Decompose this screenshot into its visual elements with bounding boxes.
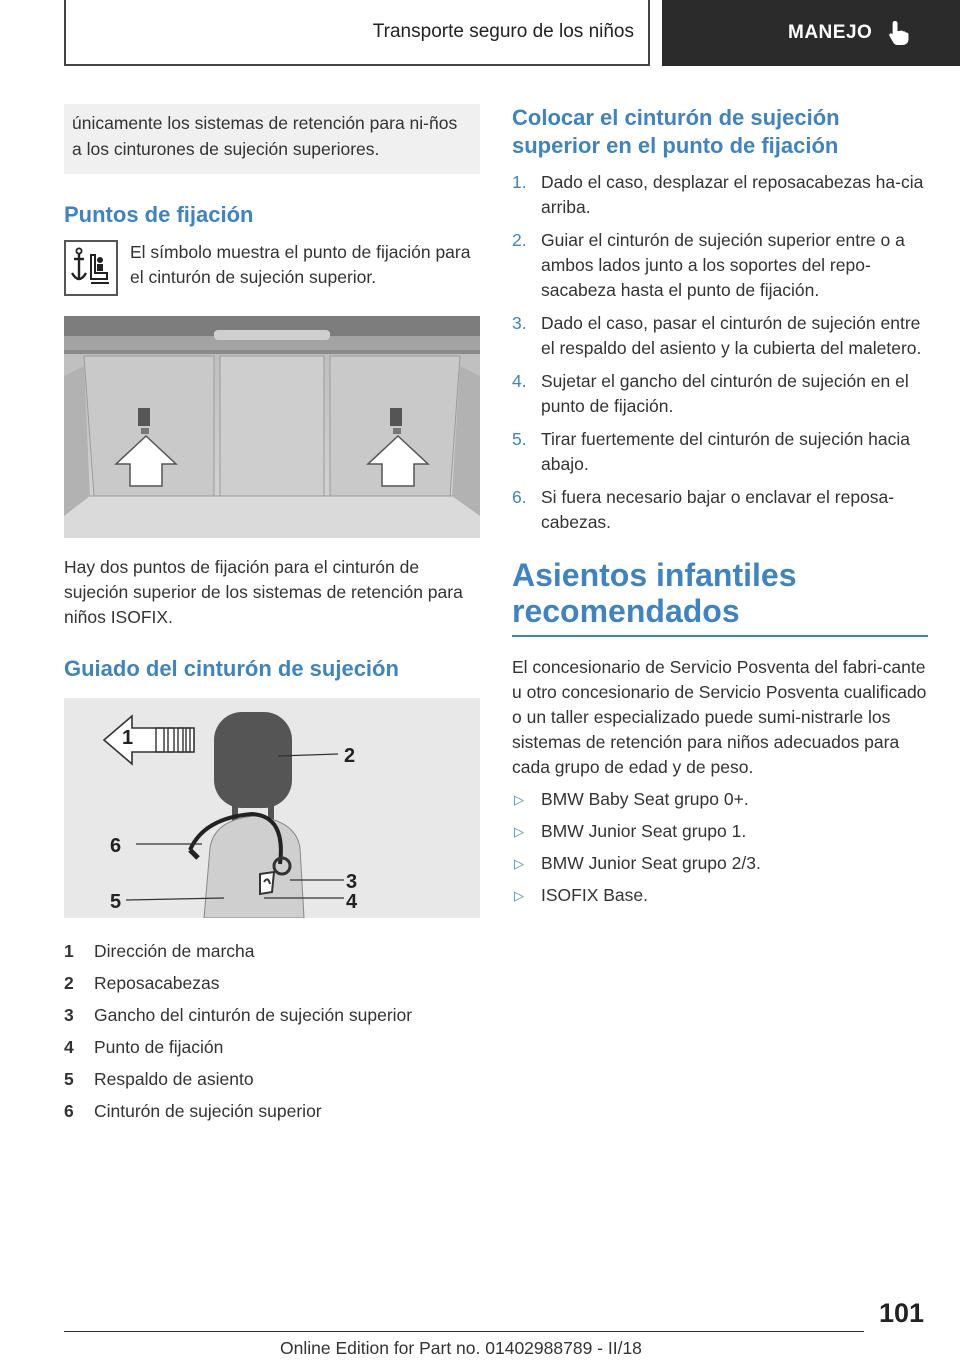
triangle-bullet-icon: ▷ <box>514 824 524 839</box>
legend-text: Respaldo de asiento <box>94 1069 254 1089</box>
symbol-row <box>64 240 480 296</box>
step-item <box>512 228 928 303</box>
step-item <box>512 311 928 361</box>
triangle-bullet-icon: ▷ <box>514 792 524 807</box>
right-column <box>512 104 928 908</box>
step-item <box>512 427 928 477</box>
list-item-text: ISOFIX Base. <box>541 885 648 905</box>
seats-intro: El concesionario de Servicio Posventa del fabri‐cante u otro concesionario de Servicio Posventa cualificado o un taller especializado puede sumi‐nistrarle los sistemas de retención para niños adecuados para cada grupo de edad y de peso. <box>512 657 927 777</box>
list-item <box>512 787 928 812</box>
left-column <box>64 104 480 1127</box>
legend-item <box>64 1063 480 1095</box>
hand-pointer-icon <box>886 20 910 46</box>
legend-item <box>64 935 480 967</box>
steps-list <box>512 170 928 535</box>
step-number: 2. <box>512 230 527 250</box>
legend-text: Gancho del cinturón de sujeción superior <box>94 1005 413 1025</box>
step-number: 5. <box>512 429 527 449</box>
list-item <box>512 883 928 908</box>
step-number: 3. <box>512 313 527 333</box>
diagram-legend <box>64 935 480 1127</box>
step-number: 4. <box>512 371 527 391</box>
continued-text-box <box>64 104 480 174</box>
legend-text: Cinturón de sujeción superior <box>94 1101 322 1121</box>
diagram-label-6: 6 <box>110 835 122 857</box>
legend-text: Dirección de marcha <box>94 941 255 961</box>
legend-item <box>64 999 480 1031</box>
legend-number: 1 <box>64 941 74 961</box>
diagram-label-1: 1 <box>122 727 134 749</box>
list-item <box>512 819 928 844</box>
step-number: 1. <box>512 172 527 192</box>
diagram-label-5: 5 <box>110 891 122 913</box>
legend-number: 3 <box>64 1005 74 1025</box>
diagram-label-3: 3 <box>346 871 358 893</box>
step-item <box>512 170 928 220</box>
chapter-label: MANEJO <box>788 22 873 43</box>
list-item-text: BMW Baby Seat grupo 0+. <box>541 789 749 809</box>
place-tether-heading: Colocar el cinturón de sujeción superior en el punto de fijación <box>512 105 840 158</box>
seats-list <box>512 787 928 908</box>
diagram-label-4: 4 <box>346 891 358 913</box>
photo-caption: Hay dos puntos de fijación para el cinturón de sujeción superior de los sistemas de retención para niños ISOFIX. <box>64 557 463 627</box>
section-title: Transporte seguro de los niños <box>372 21 634 42</box>
trunk-anchor-points-photo <box>64 316 480 538</box>
step-text: Tirar fuertemente del cinturón de sujeción hacia abajo. <box>541 429 910 474</box>
legend-text: Punto de fijación <box>94 1037 224 1057</box>
step-number: 6. <box>512 487 527 507</box>
step-text: Guiar el cinturón de sujeción superior entre o a ambos lados junto a los soportes del repo‐sacabeza hasta el punto de fijación. <box>541 230 905 300</box>
legend-number: 2 <box>64 973 74 993</box>
list-item-text: BMW Junior Seat grupo 1. <box>541 821 747 841</box>
step-item <box>512 369 928 419</box>
anchor-points-heading: Puntos de fijación <box>64 202 254 227</box>
legend-text: Reposacabezas <box>94 973 220 993</box>
diagram-label-2: 2 <box>344 745 356 767</box>
legend-number: 6 <box>64 1101 74 1121</box>
child-seat-anchor-icon <box>64 240 118 296</box>
list-item <box>512 851 928 876</box>
legend-number: 5 <box>64 1069 74 1089</box>
recommended-seats-heading: Asientos infantiles recomendados <box>512 557 928 637</box>
edition-footer: Online Edition for Part no. 01402988789 - II/18 <box>280 1338 642 1358</box>
legend-number: 4 <box>64 1037 74 1057</box>
continued-text: únicamente los sistemas de retención para ni‐ños a los cinturones de sujeción superiores. <box>72 113 458 159</box>
step-text: Dado el caso, desplazar el reposacabezas ha‐cia arriba. <box>541 172 924 217</box>
step-text: Sujetar el gancho del cinturón de sujeción en el punto de fijación. <box>541 371 909 416</box>
legend-item <box>64 1095 480 1127</box>
footer-divider <box>64 1331 864 1332</box>
running-header <box>64 0 650 66</box>
symbol-description: El símbolo muestra el punto de fijación para el cinturón de sujeción superior. <box>130 242 471 287</box>
chapter-tab <box>662 0 960 66</box>
page-number: 101 <box>878 1298 924 1328</box>
triangle-bullet-icon: ▷ <box>514 856 524 871</box>
tether-guide-diagram <box>64 698 480 918</box>
legend-item <box>64 1031 480 1063</box>
step-text: Si fuera necesario bajar o enclavar el reposa‐cabezas. <box>541 487 895 532</box>
guide-heading: Guiado del cinturón de sujeción <box>64 656 399 681</box>
step-text: Dado el caso, pasar el cinturón de sujeción entre el respaldo del asiento y la cubierta del maletero. <box>541 313 922 358</box>
step-item <box>512 485 928 535</box>
legend-item <box>64 967 480 999</box>
triangle-bullet-icon: ▷ <box>514 888 524 903</box>
list-item-text: BMW Junior Seat grupo 2/3. <box>541 853 761 873</box>
